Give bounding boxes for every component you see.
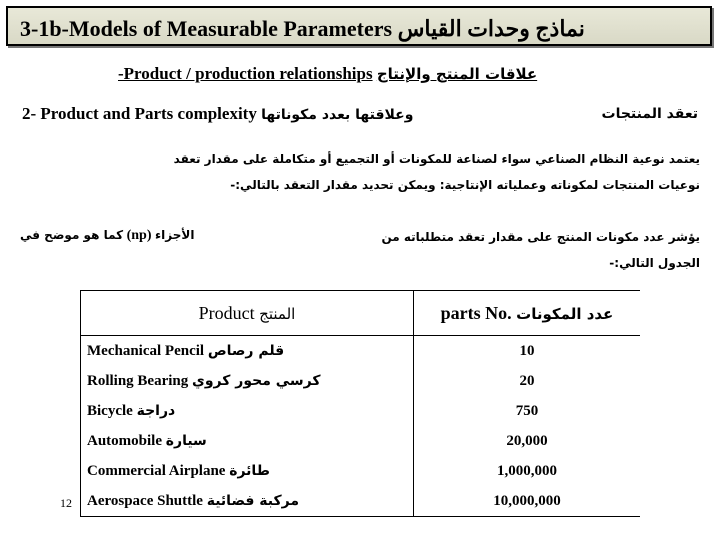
relationship-line (118, 64, 537, 84)
paragraph2-line2: الجدول التالي:- (609, 256, 700, 270)
table-header-row (81, 291, 641, 336)
parts-count-cell: 1,000,000 (497, 462, 557, 479)
complexity-en: Product and Parts complexity (40, 104, 257, 123)
product-cell: Bicycle دراجة (81, 396, 414, 426)
parts-count-cell: 10 (519, 342, 535, 359)
paragraph2-left (20, 228, 194, 244)
complexity-ar-left: وعلاقتها بعدد مكوناتها (261, 107, 414, 123)
paragraph1-line1: يعتمد نوعية النظام الصناعي سواء لصناعة للمكونات أو التجميع أو متكاملة على مقدار تعقد (173, 152, 700, 166)
paragraph2-right: يؤشر عدد مكونات المنتج على مقدار تعقد متطلباته من (381, 230, 700, 244)
parts-count-cell: 750 (515, 402, 539, 419)
title-banner (6, 6, 712, 46)
paragraph2-left-ar: كما هو موضح في (20, 228, 124, 242)
complexity-ar-right: تعقد المنتجات (601, 106, 698, 122)
product-cell: Aerospace Shuttle مركبة فضائية (81, 486, 414, 517)
product-cell: Automobile سيارة (81, 426, 414, 456)
parts-word: الأجزاء (155, 228, 195, 242)
table-row (81, 336, 641, 367)
complexity-line (22, 104, 413, 124)
product-cell: Rolling Bearing كرسي محور كروي (81, 366, 414, 396)
relationship-ar: علاقات المنتج والإنتاج (376, 65, 538, 83)
header-parts: parts No. عدد المكونات (414, 291, 641, 336)
parts-count-cell: 10,000,000 (414, 486, 641, 517)
header-product: Product المنتج (81, 291, 414, 336)
paragraph1-line2: نوعيات المنتجات لمكوناته وعملياته الإنتاجية: ويمكن تحديد مقدار التعقد بالتالي:- (230, 178, 700, 192)
page-title: 3-1b-Models of Measurable Parameters نماذج وحدات القياس (20, 16, 585, 41)
relationship-en: -Product / production relationships (118, 64, 373, 83)
complexity-number: 2- (22, 104, 37, 123)
product-cell: Mechanical Pencil قلم رصاص (81, 336, 414, 367)
table-row (81, 486, 641, 517)
parts-count-cell: 20 (519, 372, 535, 389)
parts-table (80, 290, 640, 517)
page-number: 12 (60, 496, 72, 510)
product-cell: Commercial Airplane طائرة (81, 456, 414, 486)
table-row (81, 366, 641, 396)
parts-count-cell: 20,000 (506, 432, 548, 449)
table-row (81, 456, 641, 486)
table-row (81, 426, 641, 456)
np-symbol: (np) (126, 228, 152, 243)
table-row (81, 396, 641, 426)
